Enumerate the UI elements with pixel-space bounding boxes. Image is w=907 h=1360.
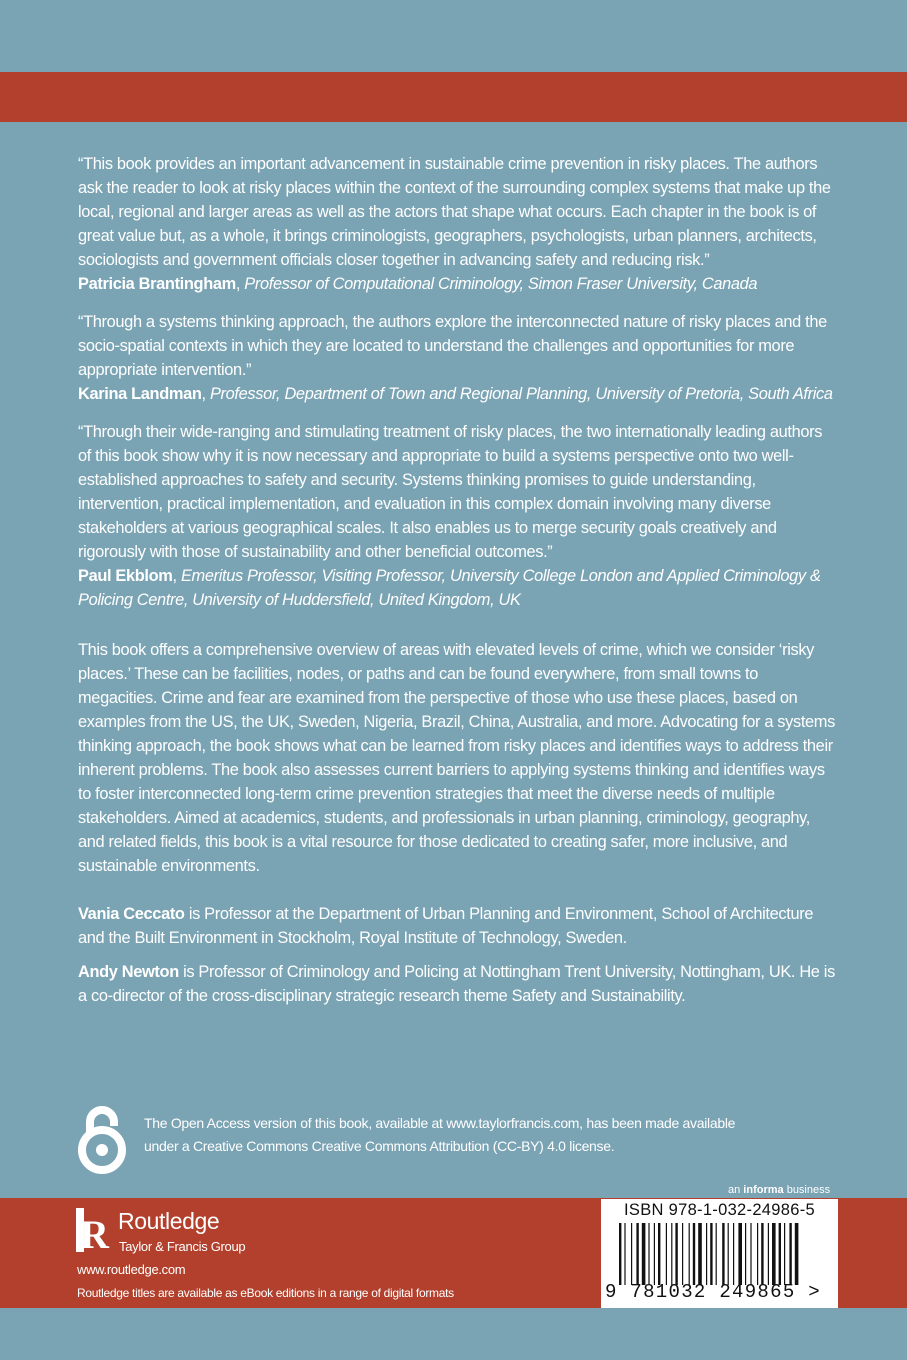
author-bios [78, 902, 838, 1008]
barcode-bar [631, 1223, 632, 1285]
barcode-bar [706, 1223, 707, 1285]
barcode-bar [750, 1223, 751, 1285]
barcode-bar [768, 1223, 769, 1285]
author-bio-text: is Professor at the Department of Urban Planning and Environment, School of Architecture and the Built Environment in Stockholm, Royal Institute of Technology, Sweden. [78, 905, 814, 947]
barcode-bar [624, 1223, 625, 1285]
barcode-bar [648, 1223, 649, 1285]
barcode-bar [658, 1223, 660, 1285]
barcode-bar [675, 1223, 677, 1285]
quote-author: Patricia Brantingham [78, 275, 236, 293]
barcode-bar [666, 1223, 667, 1285]
quote-attribution: Karina Landman, Professor, Department of Town and Regional Planning, University of Pretoria, South Africa [78, 385, 833, 403]
barcode-bar [654, 1223, 655, 1285]
barcode-bar [689, 1223, 690, 1285]
quote-attribution: Patricia Brantingham, Professor of Computational Criminology, Simon Fraser University, Canada [78, 275, 758, 293]
barcode-bar [710, 1223, 712, 1285]
quote-author-title: Professor, Department of Town and Regional Planning, University of Pretoria, South Africa [209, 385, 833, 403]
back-cover-text [78, 152, 838, 1018]
description-text: This book offers a comprehensive overview of areas with elevated levels of crime, which we consider ‘risky places.’ These can be facilities, nodes, or paths and can be found everywhere, from small towns to megacities. Crime and fear are examined from the perspective of those who use these places, based on examples from the US, the UK, Sweden, Nigeria, Brazil, China, Australia, and more. Advocating for a systems thinking approach, the book shows what can be learned from risky places and identifies ways to address their inherent problems. The book also assesses current barriers to applying systems thinking and identifies ways to foster interconnected long-term crime prevention strategies that meet the diverse needs of multiple stakeholders. Aimed at academics, students, and professionals in urban planning, criminology, geography, and related fields, this book is a vital resource for those dedicated to creating safer, more inclusive, and sustainable environments. [78, 641, 835, 875]
barcode-bar [745, 1223, 746, 1285]
endorsement-quote [78, 420, 838, 612]
barcode-bar [619, 1223, 621, 1285]
barcode-icon [619, 1223, 823, 1285]
barcode-bar [733, 1223, 734, 1285]
barcode-bar [757, 1223, 758, 1285]
publisher-group: Taylor & Francis Group [119, 1239, 246, 1254]
barcode-bar [738, 1223, 742, 1285]
barcode-bar [728, 1223, 729, 1285]
barcode-digits: 9 781032 249865 > [605, 1281, 821, 1303]
barcode-bar [772, 1223, 776, 1285]
endorsement-quote [78, 310, 838, 406]
quote-attribution: Paul Ekblom, Emeritus Professor, Visiting Professor, University College London and Applied Criminology & Policing Centre, University of Huddersfield, United Kingdom, UK [78, 567, 821, 609]
barcode-bar [761, 1223, 763, 1285]
author-name: Andy Newton [78, 963, 179, 981]
informa-brand: informa [743, 1184, 784, 1196]
barcode-bar [671, 1223, 672, 1285]
quote-author-title: Emeritus Professor, Visiting Professor, University College London and Applied Criminology & Policing Centre, University of Huddersfield, United Kingdom, UK [78, 567, 821, 609]
open-access-notice [76, 1104, 856, 1176]
informa-prefix: an [728, 1184, 744, 1196]
barcode-bar [636, 1223, 638, 1285]
barcode-bar [779, 1223, 781, 1285]
quote-author: Paul Ekblom [78, 567, 173, 585]
barcode-bar [716, 1223, 717, 1285]
isbn-number: ISBN 978-1-032-24986-5 [624, 1201, 815, 1219]
informa-business-label [728, 1184, 830, 1196]
isbn-barcode [601, 1199, 838, 1308]
publisher-name: Routledge [118, 1208, 220, 1234]
barcode-bar [682, 1223, 683, 1285]
quote-text: “Through a systems thinking approach, the authors explore the interconnected nature of risky places and the socio-spatial contexts in which they are located to understand the challenges and opportunities for more appropriate intervention.” [78, 313, 827, 379]
top-red-band [0, 72, 907, 122]
barcode-bar [698, 1223, 702, 1285]
author-name: Vania Ceccato [78, 905, 185, 923]
quote-author-title: Professor of Computational Criminology, Simon Fraser University, Canada [244, 275, 758, 293]
barcode-bar [722, 1223, 724, 1285]
barcode-bar [642, 1223, 646, 1285]
quote-text: “Through their wide-ranging and stimulating treatment of risky places, the two internationally leading authors of this book show why it is now necessary and appropriate to build a systems perspective onto two well-established approaches to safety and security. Systems thinking promises to guide understanding, intervention, practical implementation, and evaluation in this complex domain involving many diverse stakeholders at various geographical scales. It also enables us to merge security goals creatively and rigorously with those of sustainability and other beneficial outcomes.” [78, 423, 823, 561]
barcode-bar [795, 1223, 799, 1285]
author-bio-text: is Professor of Criminology and Policing at Nottingham Trent University, Nottingham, UK. He is a co-director of the cross-disciplinary strategic research theme Safety and Sustainability. [78, 963, 835, 1005]
barcode-bar [693, 1223, 695, 1285]
barcode-bar [784, 1223, 785, 1285]
open-access-text: The Open Access version of this book, available at www.taylorfrancis.com, has been made available under a Creative Commons Creative Commons Attribution (CC-BY) 4.0 license. [144, 1115, 736, 1154]
endorsement-quote [78, 152, 838, 296]
publisher-url[interactable]: www.routledge.com [77, 1262, 186, 1277]
barcode-bar [789, 1223, 791, 1285]
quote-text: “This book provides an important advancement in sustainable crime prevention in risky places. The authors ask the reader to look at risky places within the context of the surrounding complex systems that make up the local, regional and larger areas as well as the actors that shape what occurs. Each chapter in the book is of great value but, as a whole, it brings criminologists, geographers, psychologists, urban planners, architects, sociologists and government officials closer together in advancing safety and reducing risk.” [78, 155, 831, 269]
author-bio [78, 902, 838, 950]
logo-letter: R [80, 1212, 109, 1257]
book-description [78, 638, 838, 878]
ebook-note: Routledge titles are available as eBook editions in a range of digital formats [77, 1286, 454, 1300]
quote-author: Karina Landman [78, 385, 202, 403]
open-access-icon [76, 1104, 128, 1176]
informa-suffix: business [783, 1184, 831, 1196]
author-bio [78, 960, 838, 1008]
